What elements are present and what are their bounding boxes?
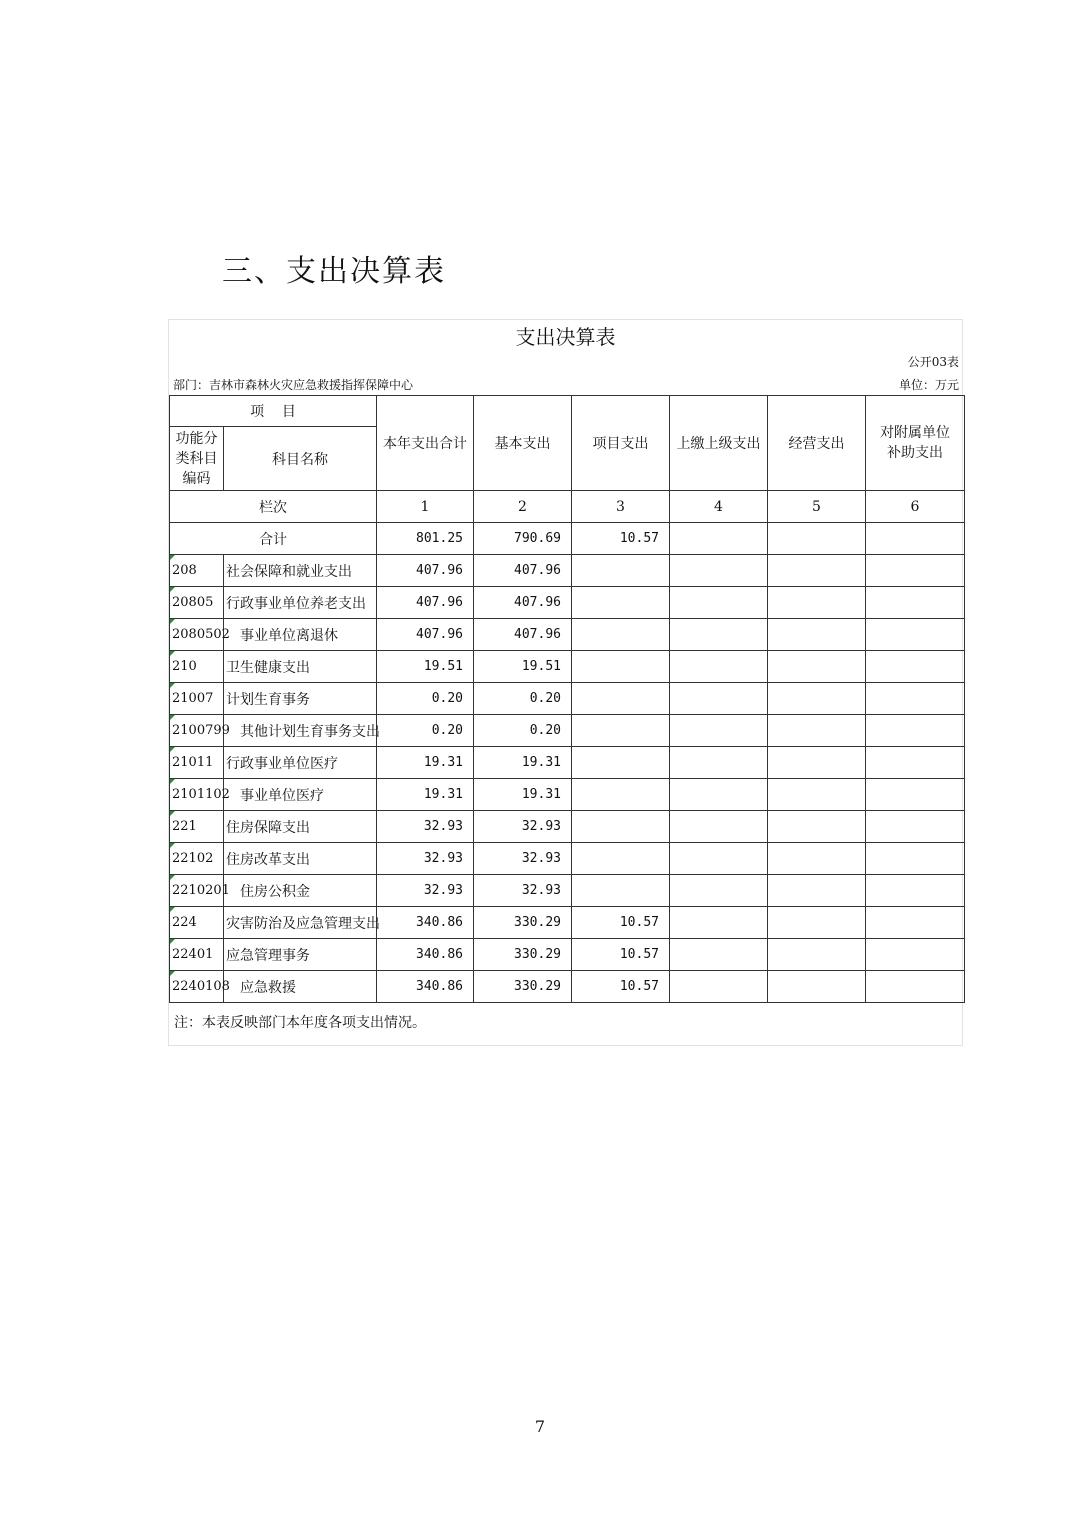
table-row bbox=[170, 939, 965, 971]
name-cell: 灾害防治及应急管理支出 bbox=[224, 907, 377, 939]
code-cell: 2080502 bbox=[170, 619, 224, 651]
business-cell bbox=[768, 971, 866, 1003]
header-column-label: 栏次 bbox=[170, 491, 377, 523]
code-cell: 210 bbox=[170, 651, 224, 683]
business-cell bbox=[768, 587, 866, 619]
total-cell: 32.93 bbox=[377, 843, 474, 875]
upper-cell bbox=[670, 683, 768, 715]
upper-cell bbox=[670, 587, 768, 619]
total-cell: 32.93 bbox=[377, 875, 474, 907]
basic-cell: 330.29 bbox=[474, 907, 572, 939]
upper-cell bbox=[670, 619, 768, 651]
basic-cell: 19.51 bbox=[474, 651, 572, 683]
subsidy-cell bbox=[866, 523, 965, 555]
code-cell: 2240108 bbox=[170, 971, 224, 1003]
table-row bbox=[170, 747, 965, 779]
business-cell bbox=[768, 715, 866, 747]
business-cell bbox=[768, 875, 866, 907]
table-title: 支出决算表 bbox=[515, 325, 616, 349]
subsidy-cell bbox=[866, 747, 965, 779]
table-row bbox=[170, 843, 965, 875]
subsidy-cell bbox=[866, 619, 965, 651]
business-cell bbox=[768, 843, 866, 875]
table-row bbox=[170, 619, 965, 651]
header-basic: 基本支出 bbox=[474, 396, 572, 491]
total-cell: 19.51 bbox=[377, 651, 474, 683]
code-cell: 2100799 bbox=[170, 715, 224, 747]
table-row bbox=[170, 555, 965, 587]
expenditure-table-sheet bbox=[168, 319, 963, 1046]
project-cell: 10.57 bbox=[572, 971, 670, 1003]
upper-cell bbox=[670, 779, 768, 811]
basic-cell: 32.93 bbox=[474, 843, 572, 875]
total-cell: 32.93 bbox=[377, 811, 474, 843]
basic-cell: 19.31 bbox=[474, 747, 572, 779]
table-note: 注：本表反映部门本年度各项支出情况。 bbox=[174, 1015, 426, 1031]
page-number: 7 bbox=[534, 1417, 546, 1436]
business-cell bbox=[768, 619, 866, 651]
code-cell: 22401 bbox=[170, 939, 224, 971]
name-cell: 其他计划生育事务支出 bbox=[224, 715, 377, 747]
upper-cell bbox=[670, 907, 768, 939]
total-cell: 0.20 bbox=[377, 715, 474, 747]
code-cell: 2210201 bbox=[170, 875, 224, 907]
name-cell: 住房公积金 bbox=[224, 875, 377, 907]
subsidy-cell bbox=[866, 779, 965, 811]
project-cell bbox=[572, 683, 670, 715]
section-heading: 三、支出决算表 bbox=[222, 254, 446, 289]
total-label: 合计 bbox=[170, 523, 377, 555]
subsidy-cell bbox=[866, 907, 965, 939]
subsidy-cell bbox=[866, 971, 965, 1003]
subsidy-cell bbox=[866, 875, 965, 907]
business-cell bbox=[768, 747, 866, 779]
subsidy-cell bbox=[866, 683, 965, 715]
col-num: 5 bbox=[768, 491, 866, 523]
basic-cell: 330.29 bbox=[474, 971, 572, 1003]
form-code: 公开03表 bbox=[907, 355, 959, 369]
upper-cell bbox=[670, 875, 768, 907]
upper-cell bbox=[670, 523, 768, 555]
table-row bbox=[170, 715, 965, 747]
project-cell: 10.57 bbox=[572, 523, 670, 555]
upper-cell bbox=[670, 811, 768, 843]
name-cell: 应急管理事务 bbox=[224, 939, 377, 971]
total-cell: 801.25 bbox=[377, 523, 474, 555]
table-row bbox=[170, 811, 965, 843]
col-num: 1 bbox=[377, 491, 474, 523]
project-cell bbox=[572, 779, 670, 811]
basic-cell: 407.96 bbox=[474, 555, 572, 587]
col-num: 4 bbox=[670, 491, 768, 523]
basic-cell: 407.96 bbox=[474, 619, 572, 651]
project-cell bbox=[572, 555, 670, 587]
upper-cell bbox=[670, 843, 768, 875]
header-business: 经营支出 bbox=[768, 396, 866, 491]
name-cell: 行政事业单位养老支出 bbox=[224, 587, 377, 619]
subsidy-cell bbox=[866, 555, 965, 587]
total-cell: 407.96 bbox=[377, 619, 474, 651]
basic-cell: 0.20 bbox=[474, 683, 572, 715]
subsidy-cell bbox=[866, 587, 965, 619]
basic-cell: 790.69 bbox=[474, 523, 572, 555]
project-cell bbox=[572, 843, 670, 875]
upper-cell bbox=[670, 971, 768, 1003]
name-cell: 住房保障支出 bbox=[224, 811, 377, 843]
code-cell: 221 bbox=[170, 811, 224, 843]
project-cell bbox=[572, 747, 670, 779]
table-row bbox=[170, 651, 965, 683]
name-cell: 卫生健康支出 bbox=[224, 651, 377, 683]
business-cell bbox=[768, 683, 866, 715]
project-cell bbox=[572, 875, 670, 907]
basic-cell: 19.31 bbox=[474, 779, 572, 811]
name-cell: 事业单位医疗 bbox=[224, 779, 377, 811]
basic-cell: 407.96 bbox=[474, 587, 572, 619]
header-code: 功能分类科目编码 bbox=[170, 427, 224, 491]
total-cell: 19.31 bbox=[377, 779, 474, 811]
upper-cell bbox=[670, 555, 768, 587]
total-cell: 19.31 bbox=[377, 747, 474, 779]
subsidy-cell bbox=[866, 715, 965, 747]
header-name: 科目名称 bbox=[224, 427, 377, 491]
name-cell: 行政事业单位医疗 bbox=[224, 747, 377, 779]
upper-cell bbox=[670, 651, 768, 683]
business-cell bbox=[768, 779, 866, 811]
table-row bbox=[170, 971, 965, 1003]
col-num: 3 bbox=[572, 491, 670, 523]
basic-cell: 32.93 bbox=[474, 811, 572, 843]
upper-cell bbox=[670, 747, 768, 779]
subsidy-cell bbox=[866, 651, 965, 683]
table-row bbox=[170, 875, 965, 907]
table-row bbox=[170, 907, 965, 939]
project-cell: 10.57 bbox=[572, 907, 670, 939]
expenditure-table bbox=[169, 395, 965, 1003]
table-row bbox=[170, 779, 965, 811]
code-cell: 208 bbox=[170, 555, 224, 587]
project-cell bbox=[572, 651, 670, 683]
code-cell: 22102 bbox=[170, 843, 224, 875]
unit-label: 单位：万元 bbox=[898, 378, 959, 392]
business-cell bbox=[768, 523, 866, 555]
project-cell: 10.57 bbox=[572, 939, 670, 971]
name-cell: 事业单位离退休 bbox=[224, 619, 377, 651]
table-row bbox=[170, 587, 965, 619]
total-cell: 340.86 bbox=[377, 907, 474, 939]
col-num: 2 bbox=[474, 491, 572, 523]
total-cell: 407.96 bbox=[377, 555, 474, 587]
code-cell: 224 bbox=[170, 907, 224, 939]
subsidy-cell bbox=[866, 843, 965, 875]
header-upper: 上缴上级支出 bbox=[670, 396, 768, 491]
col-num: 6 bbox=[866, 491, 965, 523]
header-project: 项目支出 bbox=[572, 396, 670, 491]
project-cell bbox=[572, 715, 670, 747]
total-cell: 0.20 bbox=[377, 683, 474, 715]
business-cell bbox=[768, 939, 866, 971]
subsidy-cell bbox=[866, 939, 965, 971]
total-cell: 340.86 bbox=[377, 939, 474, 971]
project-cell bbox=[572, 811, 670, 843]
header-item: 项 目 bbox=[170, 396, 377, 427]
upper-cell bbox=[670, 715, 768, 747]
business-cell bbox=[768, 555, 866, 587]
business-cell bbox=[768, 907, 866, 939]
business-cell bbox=[768, 811, 866, 843]
code-cell: 2101102 bbox=[170, 779, 224, 811]
header-total: 本年支出合计 bbox=[377, 396, 474, 491]
name-cell: 社会保障和就业支出 bbox=[224, 555, 377, 587]
table-row bbox=[170, 683, 965, 715]
total-row bbox=[170, 523, 965, 555]
business-cell bbox=[768, 651, 866, 683]
code-cell: 20805 bbox=[170, 587, 224, 619]
code-cell: 21011 bbox=[170, 747, 224, 779]
subsidy-cell bbox=[866, 811, 965, 843]
upper-cell bbox=[670, 939, 768, 971]
project-cell bbox=[572, 619, 670, 651]
basic-cell: 0.20 bbox=[474, 715, 572, 747]
total-cell: 407.96 bbox=[377, 587, 474, 619]
name-cell: 计划生育事务 bbox=[224, 683, 377, 715]
basic-cell: 330.29 bbox=[474, 939, 572, 971]
total-cell: 340.86 bbox=[377, 971, 474, 1003]
project-cell bbox=[572, 587, 670, 619]
code-cell: 21007 bbox=[170, 683, 224, 715]
department-label: 部门：吉林市森林火灾应急救援指挥保障中心 bbox=[173, 378, 414, 392]
name-cell: 住房改革支出 bbox=[224, 843, 377, 875]
name-cell: 应急救援 bbox=[224, 971, 377, 1003]
basic-cell: 32.93 bbox=[474, 875, 572, 907]
header-subsidy: 对附属单位补助支出 bbox=[866, 396, 965, 491]
